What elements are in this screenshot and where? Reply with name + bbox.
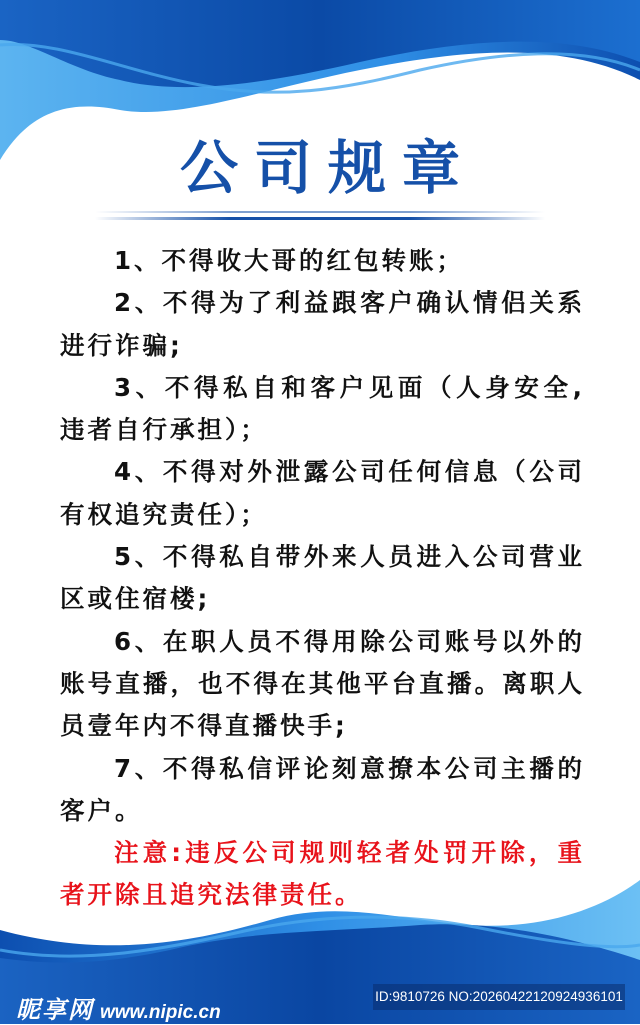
watermark-id: ID:9810726 NO:20260422120924936101: [373, 984, 625, 1010]
title-divider-bottom: [95, 217, 545, 220]
rule-item: 6、在职人员不得用除公司账号以外的账号直播，也不得在其他平台直播。离职人员壹年内不得直播快手;: [60, 626, 585, 741]
warning-note: 注意:违反公司规则轻者处罚开除，重者开除且追究法律责任。: [60, 838, 585, 910]
watermark-logo: [16, 990, 221, 1025]
rule-item: 7、不得私信评论刻意撩本公司主播的客户。: [60, 753, 585, 825]
watermark-logo-cn: 昵享网: [16, 996, 94, 1024]
rules-list: [60, 240, 585, 917]
rule-item: 1、不得收大哥的红包转账；: [114, 246, 465, 275]
rule-item: 3、不得私自和客户见面（人身安全,违者自行承担）；: [60, 372, 585, 445]
rule-item: 4、不得对外泄露公司任何信息（公司有权追究责任）；: [60, 457, 585, 529]
page-title: 公司规章: [179, 134, 476, 202]
title-divider-top: [95, 211, 545, 213]
rule-item: 2、不得为了利益跟客户确认情侣关系进行诈骗;: [60, 288, 585, 360]
watermark-url: www.nipic.cn: [100, 1002, 221, 1023]
rule-item: 5、不得私自带外来人员进入公司营业区或住宿楼;: [60, 542, 585, 614]
